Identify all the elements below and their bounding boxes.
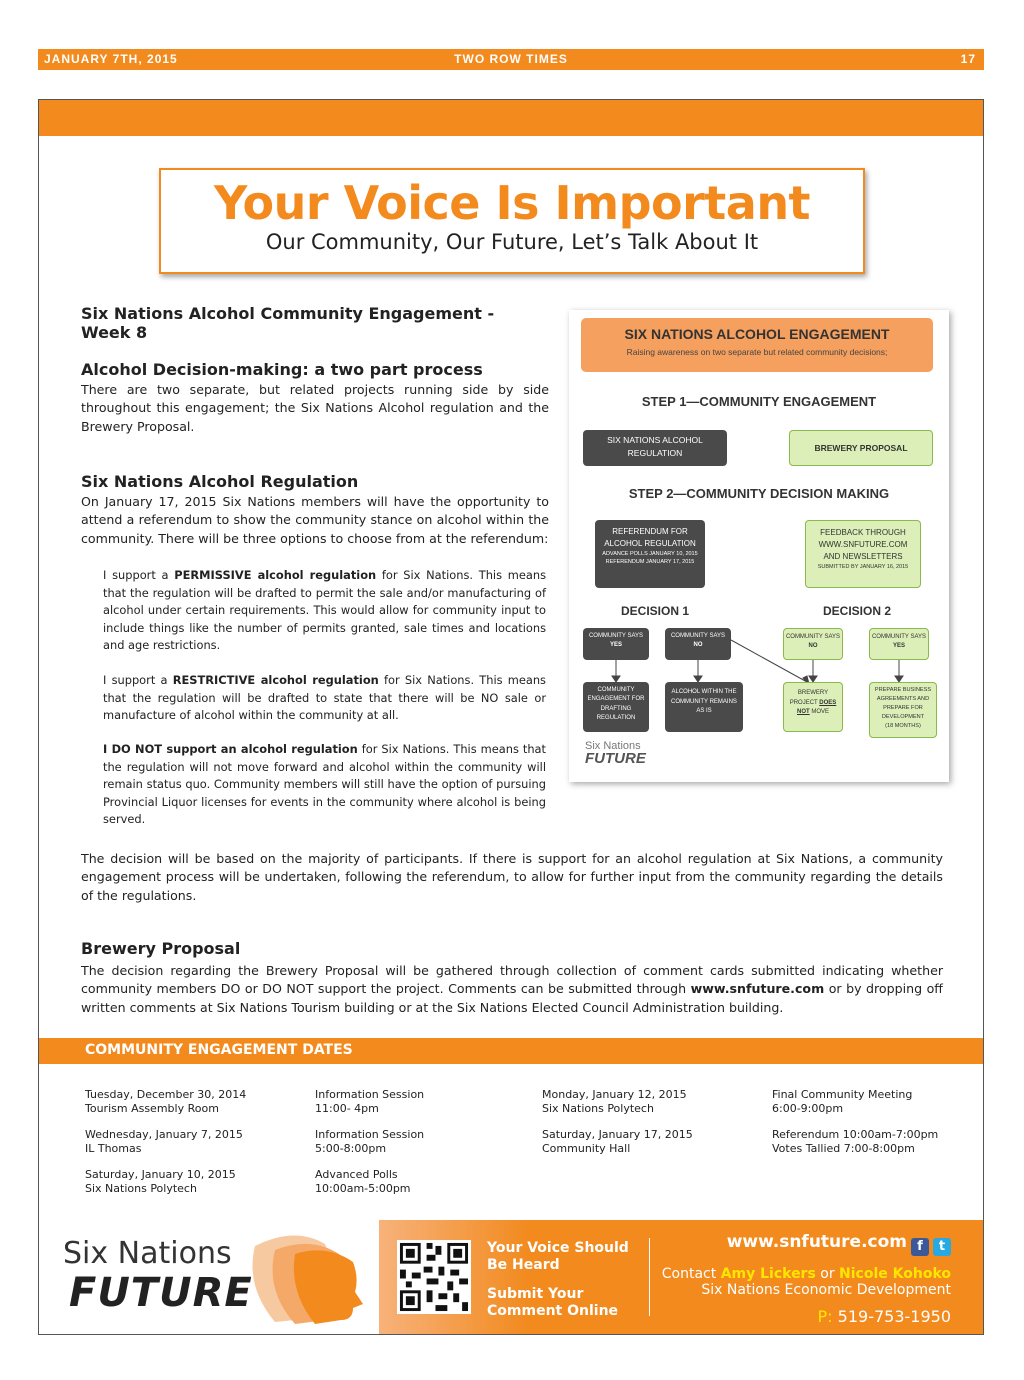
diagram-logo: Six Nations FUTURE — [585, 740, 646, 767]
brewery-body: The decision regarding the Brewery Proposal will be gathered through collection of comment cards submitted indicating whether community members DO or DO NOT support the project. Comments can be submitted through www.snfuture.com or by dropping off written comments at Six Nations Tourism building or at the Six Nations Elected Council Administration building. — [81, 963, 943, 1015]
option-no-regulation: I DO NOT support an alcohol regulation for Six Nations. This means that the regulation will not move forward and alcohol within the community will remain status quo. Community members will still have the option of pursuing Provincial Liquor licenses for events in the community where alcohol is being served. — [103, 742, 547, 827]
brewery-heading: Brewery Proposal — [81, 939, 241, 958]
date-cell: Tuesday, December 30, 2014 Tourism Assembly Room — [85, 1088, 247, 1115]
box-prepare-business: PREPARE BUSINESS AGREEMENTS AND PREPARE FOR DEVELOPMENT (18 MONTHS) — [869, 682, 937, 738]
head-silhouette-icon — [235, 1226, 385, 1326]
option-restrictive: I support a RESTRICTIVE alcohol regulation for Six Nations. This means that the regulation will be drafted to state that there will be NO sale or manufacture of alcohol within the community at all. — [103, 673, 546, 723]
box-brewery-not-move: BREWERY PROJECT DOES NOT MOVE — [783, 682, 843, 732]
box-feedback: FEEDBACK THROUGH WWW.SNFUTURE.COM AND NEWSLETTERS SUBMITTED BY JANUARY 16, 2015 — [805, 520, 921, 588]
option-permissive: I support a PERMISSIVE alcohol regulation for Six Nations. This means that the regulation will be drafted to permit the sale and/or manufacturing of alcohol under certain requirements. This would allow for community input to include things like the number of permits granted, sale times and locations and age restrictions. — [103, 568, 547, 653]
footer-logo-future: FUTURE — [69, 1270, 253, 1316]
date-cell: Advanced Polls 10:00am-5:00pm — [315, 1168, 411, 1195]
date-cell: Information Session 11:00- 4pm — [315, 1088, 425, 1115]
brewery-link[interactable]: www.snfuture.com — [690, 981, 825, 997]
regulation-heading: Six Nations Alcohol Regulation — [81, 472, 359, 491]
hero-subtitle: Our Community, Our Future, Let’s Talk About It — [265, 230, 759, 254]
intro-heading: Six Nations Alcohol Community Engagement - Week 8 — [81, 304, 495, 342]
submit-online-link[interactable]: Submit Your Comment Online — [487, 1286, 619, 1319]
top-orange-bar — [39, 100, 983, 136]
decision-body: There are two separate, but related projects running side by side throughout this engagement; the Six Nations Alcohol regulation and the Brewery Proposal. — [81, 382, 549, 434]
diagram-subtitle: Raising awareness on two separate but related community decisions; — [626, 347, 888, 357]
publication-title: TWO ROW TIMES — [454, 52, 568, 66]
box-d1-no: COMMUNITY SAYS NO — [665, 628, 731, 660]
diagram-title: SIX NATIONS ALCOHOL ENGAGEMENT — [624, 326, 890, 342]
footer-contact: www.snfuture.com f t Contact Amy Lickers or Nicole Kohoko Six Nations Economic Development P: 519-753-1950 — [661, 1232, 951, 1326]
footer-divider — [649, 1238, 650, 1316]
box-d1-yes: COMMUNITY SAYS YES — [583, 628, 649, 660]
box-d2-no: COMMUNITY SAYS NO — [783, 628, 843, 660]
box-alcohol-regulation: SIX NATIONS ALCOHOL REGULATION — [583, 430, 727, 466]
footer-logo-text: Six Nations — [63, 1236, 232, 1271]
date-cell: Wednesday, January 7, 2015 IL Thomas — [85, 1128, 243, 1155]
date-cell: Saturday, January 10, 2015 Six Nations Polytech — [85, 1168, 236, 1195]
decision1-label: DECISION 1 — [621, 604, 690, 618]
box-d2-yes: COMMUNITY SAYS YES — [869, 628, 929, 660]
qr-code-icon[interactable] — [397, 1240, 471, 1314]
page-number: 17 — [960, 52, 976, 66]
date-cell: Monday, January 12, 2015 Six Nations Polytech — [542, 1088, 687, 1115]
engagement-diagram — [569, 310, 949, 782]
footer-phone: 519-753-1950 — [832, 1307, 951, 1326]
box-brewery-proposal: BREWERY PROPOSAL — [789, 430, 933, 466]
footer — [39, 1220, 983, 1334]
date-cell: Final Community Meeting 6:00-9:00pm — [772, 1088, 913, 1115]
issue-date: JANUARY 7TH, 2015 — [44, 52, 178, 66]
date-cell: Information Session 5:00-8:00pm — [315, 1128, 425, 1155]
date-cell: Referendum 10:00am-7:00pm Votes Tallied 7:00-8:00pm — [772, 1128, 939, 1155]
box-alcohol-remains: ALCOHOL WITHIN THE COMMUNITY REMAINS AS IS — [665, 682, 743, 732]
box-community-engagement: COMMUNITY ENGAGEMENT FOR DRAFTING REGULATION — [583, 682, 649, 732]
hero-title: Your Voice Is Important — [213, 176, 811, 230]
decision-heading: Alcohol Decision-making: a two part process — [81, 360, 483, 379]
dates-heading: COMMUNITY ENGAGEMENT DATES — [39, 1038, 983, 1064]
twitter-icon[interactable]: t — [933, 1238, 951, 1256]
date-cell: Saturday, January 17, 2015 Community Hall — [542, 1128, 693, 1155]
decision2-label: DECISION 2 — [823, 604, 892, 618]
footer-voice-text: Your Voice Should Be Heard Submit Your Comment Online — [487, 1240, 629, 1319]
footer-website[interactable]: www.snfuture.com — [726, 1232, 907, 1252]
diagram-step1: STEP 1—COMMUNITY ENGAGEMENT — [641, 394, 877, 409]
hero-banner — [159, 168, 865, 274]
facebook-icon[interactable]: f — [911, 1238, 929, 1256]
masthead — [38, 49, 984, 70]
regulation-body: On January 17, 2015 Six Nations members will have the opportunity to attend a referendum to show the community stance on alcohol within the community. There will be three options to choose from at the referendum: — [81, 494, 549, 546]
majority-text: The decision will be based on the majority of participants. If there is support for an alcohol regulation at Six Nations, a community engagement process will be undertaken, following the referendum, to allow for further input from the community regarding the details of the regulations. — [81, 851, 943, 903]
advertisement-frame — [38, 99, 984, 1335]
box-referendum: REFERENDUM FOR ALCOHOL REGULATION ADVANCE POLLS JANUARY 10, 2015 REFERENDUM JANUARY 17, 2015 — [595, 520, 705, 588]
diagram-step2: STEP 2—COMMUNITY DECISION MAKING — [628, 486, 890, 501]
